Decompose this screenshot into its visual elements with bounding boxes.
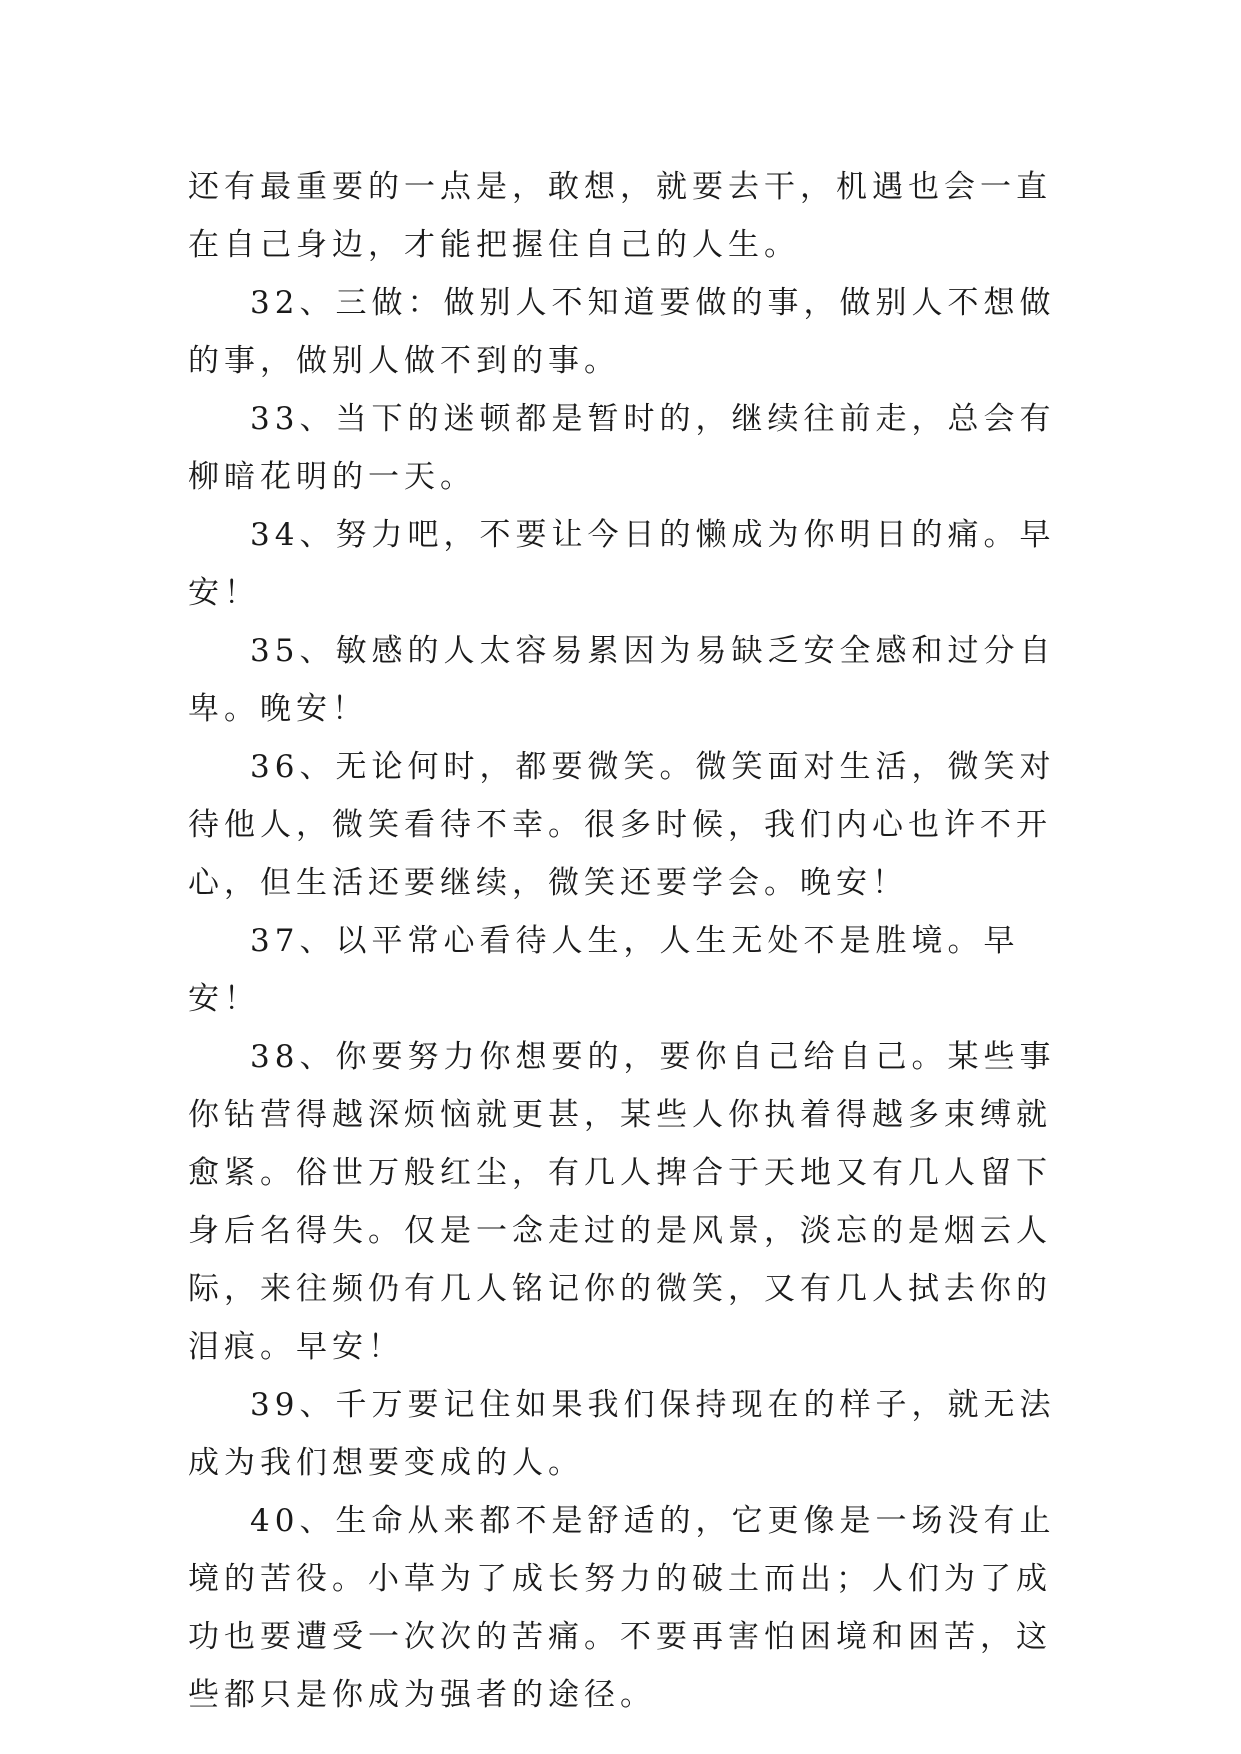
paragraph-1: 还有最重要的一点是，敢想，就要去干，机遇也会一直在自己身边，才能把握住自己的人生。 — [188, 169, 1052, 263]
paragraph-40: 40、生命从来都不是舒适的，它更像是一场没有止境的苦役。小草为了成长努力的破土而出；人们为了成功也要遭受一次次的苦痛。不要再害怕困境和困苦，这些都只是你成为强者的途径。 — [188, 1503, 1056, 1713]
paragraph-35: 35、敏感的人太容易累因为易缺乏安全感和过分自卑。晚安！ — [188, 633, 1056, 727]
paragraph-33: 33、当下的迷顿都是暂时的，继续往前走，总会有柳暗花明的一天。 — [188, 401, 1056, 495]
document-body — [188, 158, 1080, 1724]
paragraph-39: 39、千万要记住如果我们保持现在的样子，就无法成为我们想要变成的人。 — [188, 1387, 1056, 1481]
paragraph-34: 34、努力吧，不要让今日的懒成为你明日的痛。早安！ — [188, 517, 1056, 611]
paragraph-32: 32、三做：做别人不知道要做的事，做别人不想做的事，做别人做不到的事。 — [188, 285, 1056, 379]
paragraph-36: 36、无论何时，都要微笑。微笑面对生活，微笑对待他人，微笑看待不幸。很多时候，我们内心也许不开心，但生活还要继续，微笑还要学会。晚安！ — [188, 749, 1056, 901]
paragraph-37: 37、以平常心看待人生，人生无处不是胜境。早安！ — [188, 923, 1020, 1017]
paragraph-38: 38、你要努力你想要的，要你自己给自己。某些事你钻营得越深烦恼就更甚，某些人你执着得越多束缚就愈紧。俗世万般红尘，有几人捭合于天地又有几人留下身后名得失。仅是一念走过的是风景，淡忘的是烟云人际，来往频仍有几人铭记你的微笑，又有几人拭去你的泪痕。早安！ — [188, 1039, 1056, 1365]
